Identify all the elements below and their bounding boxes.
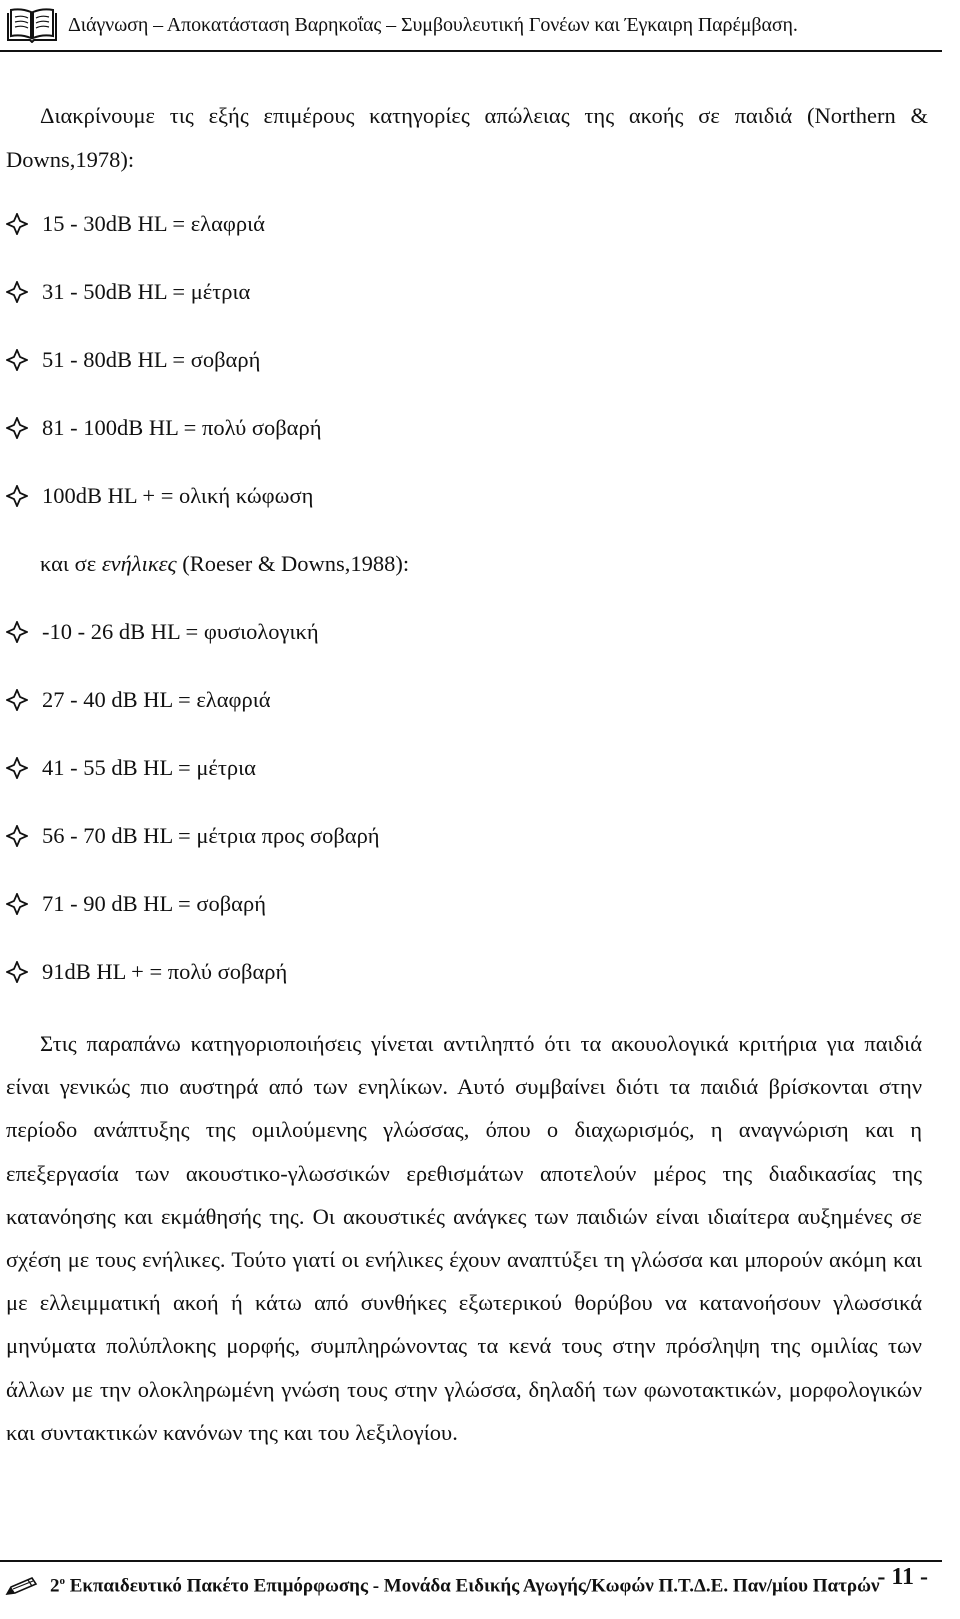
list-item <box>6 481 313 511</box>
list-item <box>6 889 266 919</box>
list-item <box>6 277 250 307</box>
diamond-bullet-icon <box>6 825 28 847</box>
list-item <box>6 209 265 239</box>
pencil-icon <box>4 1575 40 1597</box>
intro-paragraph: Διακρίνουμε τις εξής επιμέρους κατηγορίες απώλειας της ακοής σε παιδιά (Northern & Downs,1978): <box>6 103 928 172</box>
category-label: 41 - 55 dB HL = μέτρια <box>42 755 256 780</box>
diamond-bullet-icon <box>6 893 28 915</box>
adults-suffix: (Roeser & Downs,1988): <box>182 551 410 576</box>
body-paragraph: Στις παραπάνω κατηγοριοποιήσεις γίνεται αντιληπτό ότι τα ακουολογικά κριτήρια για παιδιά είναι γενικώς πιο αυστηρά από των ενηλίκων. Αυτό συμβαίνει διότι τα παιδιά βρίσκονται στην περίοδο ανάπτυξης της ομιλούμενης γλώσσας, όπου ο διαχωρισμός, η αναγνώριση και η επεξεργασία των ακουστικο-γλωσσικών ερεθισμάτων αποτελούν μέρος της διαδικασίας της κατανόησης και εκμάθησής της. Οι ακουστικές ανάγκες των παιδιών είναι ιδιαίτερα αυξημένες σε σχέση με τους ενήλικες. Τούτο γιατί οι ενήλικες έχουν αναπτύξει τη γλώσσα και μπορούν ακόμη και με ελλειμματική ακοή ή κάτω από συνθήκες εξωτερικού θορύβου να κατανοήσουν γλωσσικά μηνύματα πολύπλοκης μορφής, συμπληρώνοντας τα κενά τους στην πρόσληψη της ομιλίας των άλλων με την ολοκληρωμένη γνώση τους στην γλώσσα, δηλαδή των φωνοτακτικών, μορφολογικών και συντακτικών κανόνων της και του λεξιλογίου. <box>6 1031 922 1445</box>
adults-intro <box>40 549 409 579</box>
list-item <box>6 753 256 783</box>
list-item <box>6 957 287 987</box>
diamond-bullet-icon <box>6 485 28 507</box>
list-item <box>6 413 321 443</box>
category-label: -10 - 26 dB HL = φυσιολογική <box>42 619 319 644</box>
category-label: 27 - 40 dB HL = ελαφριά <box>42 687 271 712</box>
category-label: 31 - 50dB HL = μέτρια <box>42 279 251 304</box>
diamond-bullet-icon <box>6 281 28 303</box>
open-book-icon <box>6 7 58 43</box>
diamond-bullet-icon <box>6 961 28 983</box>
footer-num: 2 <box>50 1575 60 1597</box>
page-header <box>0 0 942 50</box>
header-divider <box>0 50 942 52</box>
list-item <box>6 821 380 851</box>
list-item <box>6 685 271 715</box>
list-item <box>6 345 260 375</box>
adults-prefix: και σε <box>40 551 97 576</box>
list-item <box>6 617 319 647</box>
category-label: 51 - 80dB HL = σοβαρή <box>42 347 261 372</box>
diamond-bullet-icon <box>6 213 28 235</box>
diamond-bullet-icon <box>6 417 28 439</box>
diamond-bullet-icon <box>6 621 28 643</box>
diamond-bullet-icon <box>6 757 28 779</box>
category-label: 56 - 70 dB HL = μέτρια προς σοβαρή <box>42 823 380 848</box>
category-label: 91dB HL + = πολύ σοβαρή <box>42 959 288 984</box>
diamond-bullet-icon <box>6 689 28 711</box>
footer-sup: ο <box>59 1574 65 1587</box>
footer-text <box>50 1575 879 1597</box>
adults-emphasis: ενήλικες <box>101 551 177 576</box>
header-title: Διάγνωση – Αποκατάσταση Βαρηκοΐας – Συμβουλευτική Γονέων και Έγκαιρη Παρέμβαση. <box>68 13 798 36</box>
page-footer <box>0 1566 942 1606</box>
category-label: 71 - 90 dB HL = σοβαρή <box>42 891 266 916</box>
diamond-bullet-icon <box>6 349 28 371</box>
category-label: 81 - 100dB HL = πολύ σοβαρή <box>42 415 322 440</box>
category-label: 100dB HL + = ολική κώφωση <box>42 483 314 508</box>
page-number: - 11 - <box>877 1564 928 1590</box>
category-label: 15 - 30dB HL = ελαφριά <box>42 211 265 236</box>
footer-divider <box>0 1560 942 1562</box>
footer-label: Εκπαιδευτικό Πακέτο Επιμόρφωσης - Μονάδα Ειδικής Αγωγής/Κωφών Π.Τ.Δ.Ε. Παν/μίου Πατρών <box>69 1575 880 1597</box>
